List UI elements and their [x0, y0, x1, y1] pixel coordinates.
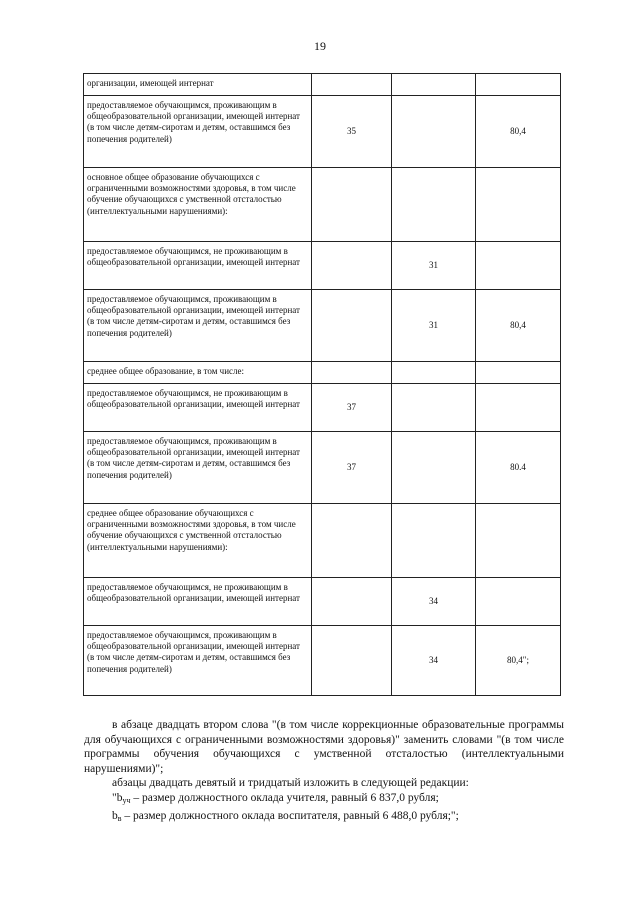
row-value-col2: 31: [392, 290, 476, 362]
row-value-col3: [476, 578, 561, 626]
amendment-text: [84, 718, 564, 826]
table-row: [84, 290, 561, 362]
row-value-col2: [392, 504, 476, 578]
row-value-col2: 34: [392, 578, 476, 626]
table-row: [84, 74, 561, 96]
educator-symbol: b: [112, 809, 118, 822]
row-value-col1: [312, 626, 392, 696]
row-value-col1: 35: [312, 96, 392, 168]
row-value-col2: [392, 96, 476, 168]
paragraph-replace-words: в абзаце двадцать втором слова "(в том числе коррекционные образовательные программы для обучающихся с ограниченными возможностями здоровья)" заменить словами "(в том числе программы обучения обучающихся с умственной отсталостью (интеллектуальными нарушениями)";: [84, 719, 564, 775]
row-description: предоставляемое обучающимся, не проживающим в общеобразовательной организации, имеющей интернат: [84, 384, 312, 432]
table-row: [84, 168, 561, 242]
row-description: предоставляемое обучающимся, не проживающим в общеобразовательной организации, имеющей интернат: [84, 578, 312, 626]
row-value-col2: [392, 168, 476, 242]
table-row: [84, 626, 561, 696]
row-value-col3: [476, 504, 561, 578]
row-description: среднее общее образование обучающихся с ограниченными возможностями здоровья, в том числе обучение обучающихся с умственной отсталостью (интеллектуальными нарушениями):: [84, 504, 312, 578]
tariff-table-body: [84, 74, 561, 696]
row-value-col1: [312, 168, 392, 242]
paragraph-teacher-salary: [84, 791, 564, 809]
table-row: [84, 362, 561, 384]
row-description: предоставляемое обучающимся, проживающим в общеобразовательной организации, имеющей интернат (в том числе детям-сиротам и детям, оставшимся без попечения родителей): [84, 432, 312, 504]
educator-salary-text: – размер должностного оклада воспитателя, равный 6 488,0 рубля;";: [121, 809, 459, 822]
row-value-col2: [392, 384, 476, 432]
row-value-col3: [476, 168, 561, 242]
row-value-col1: [312, 362, 392, 384]
row-value-col3: 80.4: [476, 432, 561, 504]
row-description: основное общее образование обучающихся с ограниченными возможностями здоровья, в том числе обучение обучающихся с умственной отсталостью (интеллектуальными нарушениями):: [84, 168, 312, 242]
row-value-col1: [312, 578, 392, 626]
row-value-col2: [392, 362, 476, 384]
table-row: [84, 578, 561, 626]
row-value-col1: [312, 242, 392, 290]
row-value-col2: [392, 432, 476, 504]
table-row: [84, 384, 561, 432]
row-value-col1: 37: [312, 432, 392, 504]
row-value-col3: 80,4: [476, 290, 561, 362]
paragraph-educator-salary: [84, 809, 564, 827]
row-description: предоставляемое обучающимся, проживающим в общеобразовательной организации, имеющей интернат (в том числе детям-сиротам и детям, оставшимся без попечения родителей): [84, 96, 312, 168]
teacher-symbol: "b: [112, 791, 123, 804]
row-value-col2: 34: [392, 626, 476, 696]
row-description: предоставляемое обучающимся, проживающим в общеобразовательной организации, имеющей интернат (в том числе детям-сиротам и детям, оставшимся без попечения родителей): [84, 626, 312, 696]
teacher-symbol-subscript: уч: [122, 795, 131, 805]
row-value-col3: 80,4";: [476, 626, 561, 696]
row-value-col1: [312, 504, 392, 578]
row-value-col2: 31: [392, 242, 476, 290]
table-row: [84, 504, 561, 578]
table-row: [84, 242, 561, 290]
row-description: среднее общее образование, в том числе:: [84, 362, 312, 384]
page-number: 19: [314, 39, 326, 53]
educator-symbol-subscript: в: [117, 813, 122, 823]
row-value-col2: [392, 74, 476, 96]
row-value-col3: [476, 384, 561, 432]
row-description: организации, имеющей интернат: [84, 74, 312, 96]
row-description: предоставляемое обучающимся, не проживающим в общеобразовательной организации, имеющей интернат: [84, 242, 312, 290]
table-row: [84, 432, 561, 504]
table-row: [84, 96, 561, 168]
row-value-col1: [312, 290, 392, 362]
teacher-salary-text: – размер должностного оклада учителя, равный 6 837,0 рубля;: [130, 791, 439, 804]
paragraph-restate-intro: абзацы двадцать девятый и тридцатый изложить в следующей редакции:: [112, 777, 469, 790]
row-value-col3: 80,4: [476, 96, 561, 168]
row-value-col1: [312, 74, 392, 96]
row-description: предоставляемое обучающимся, проживающим в общеобразовательной организации, имеющей интернат (в том числе детям-сиротам и детям, оставшимся без попечения родителей): [84, 290, 312, 362]
tariff-table: [83, 73, 561, 696]
row-value-col1: 37: [312, 384, 392, 432]
row-value-col3: [476, 362, 561, 384]
row-value-col3: [476, 74, 561, 96]
row-value-col3: [476, 242, 561, 290]
